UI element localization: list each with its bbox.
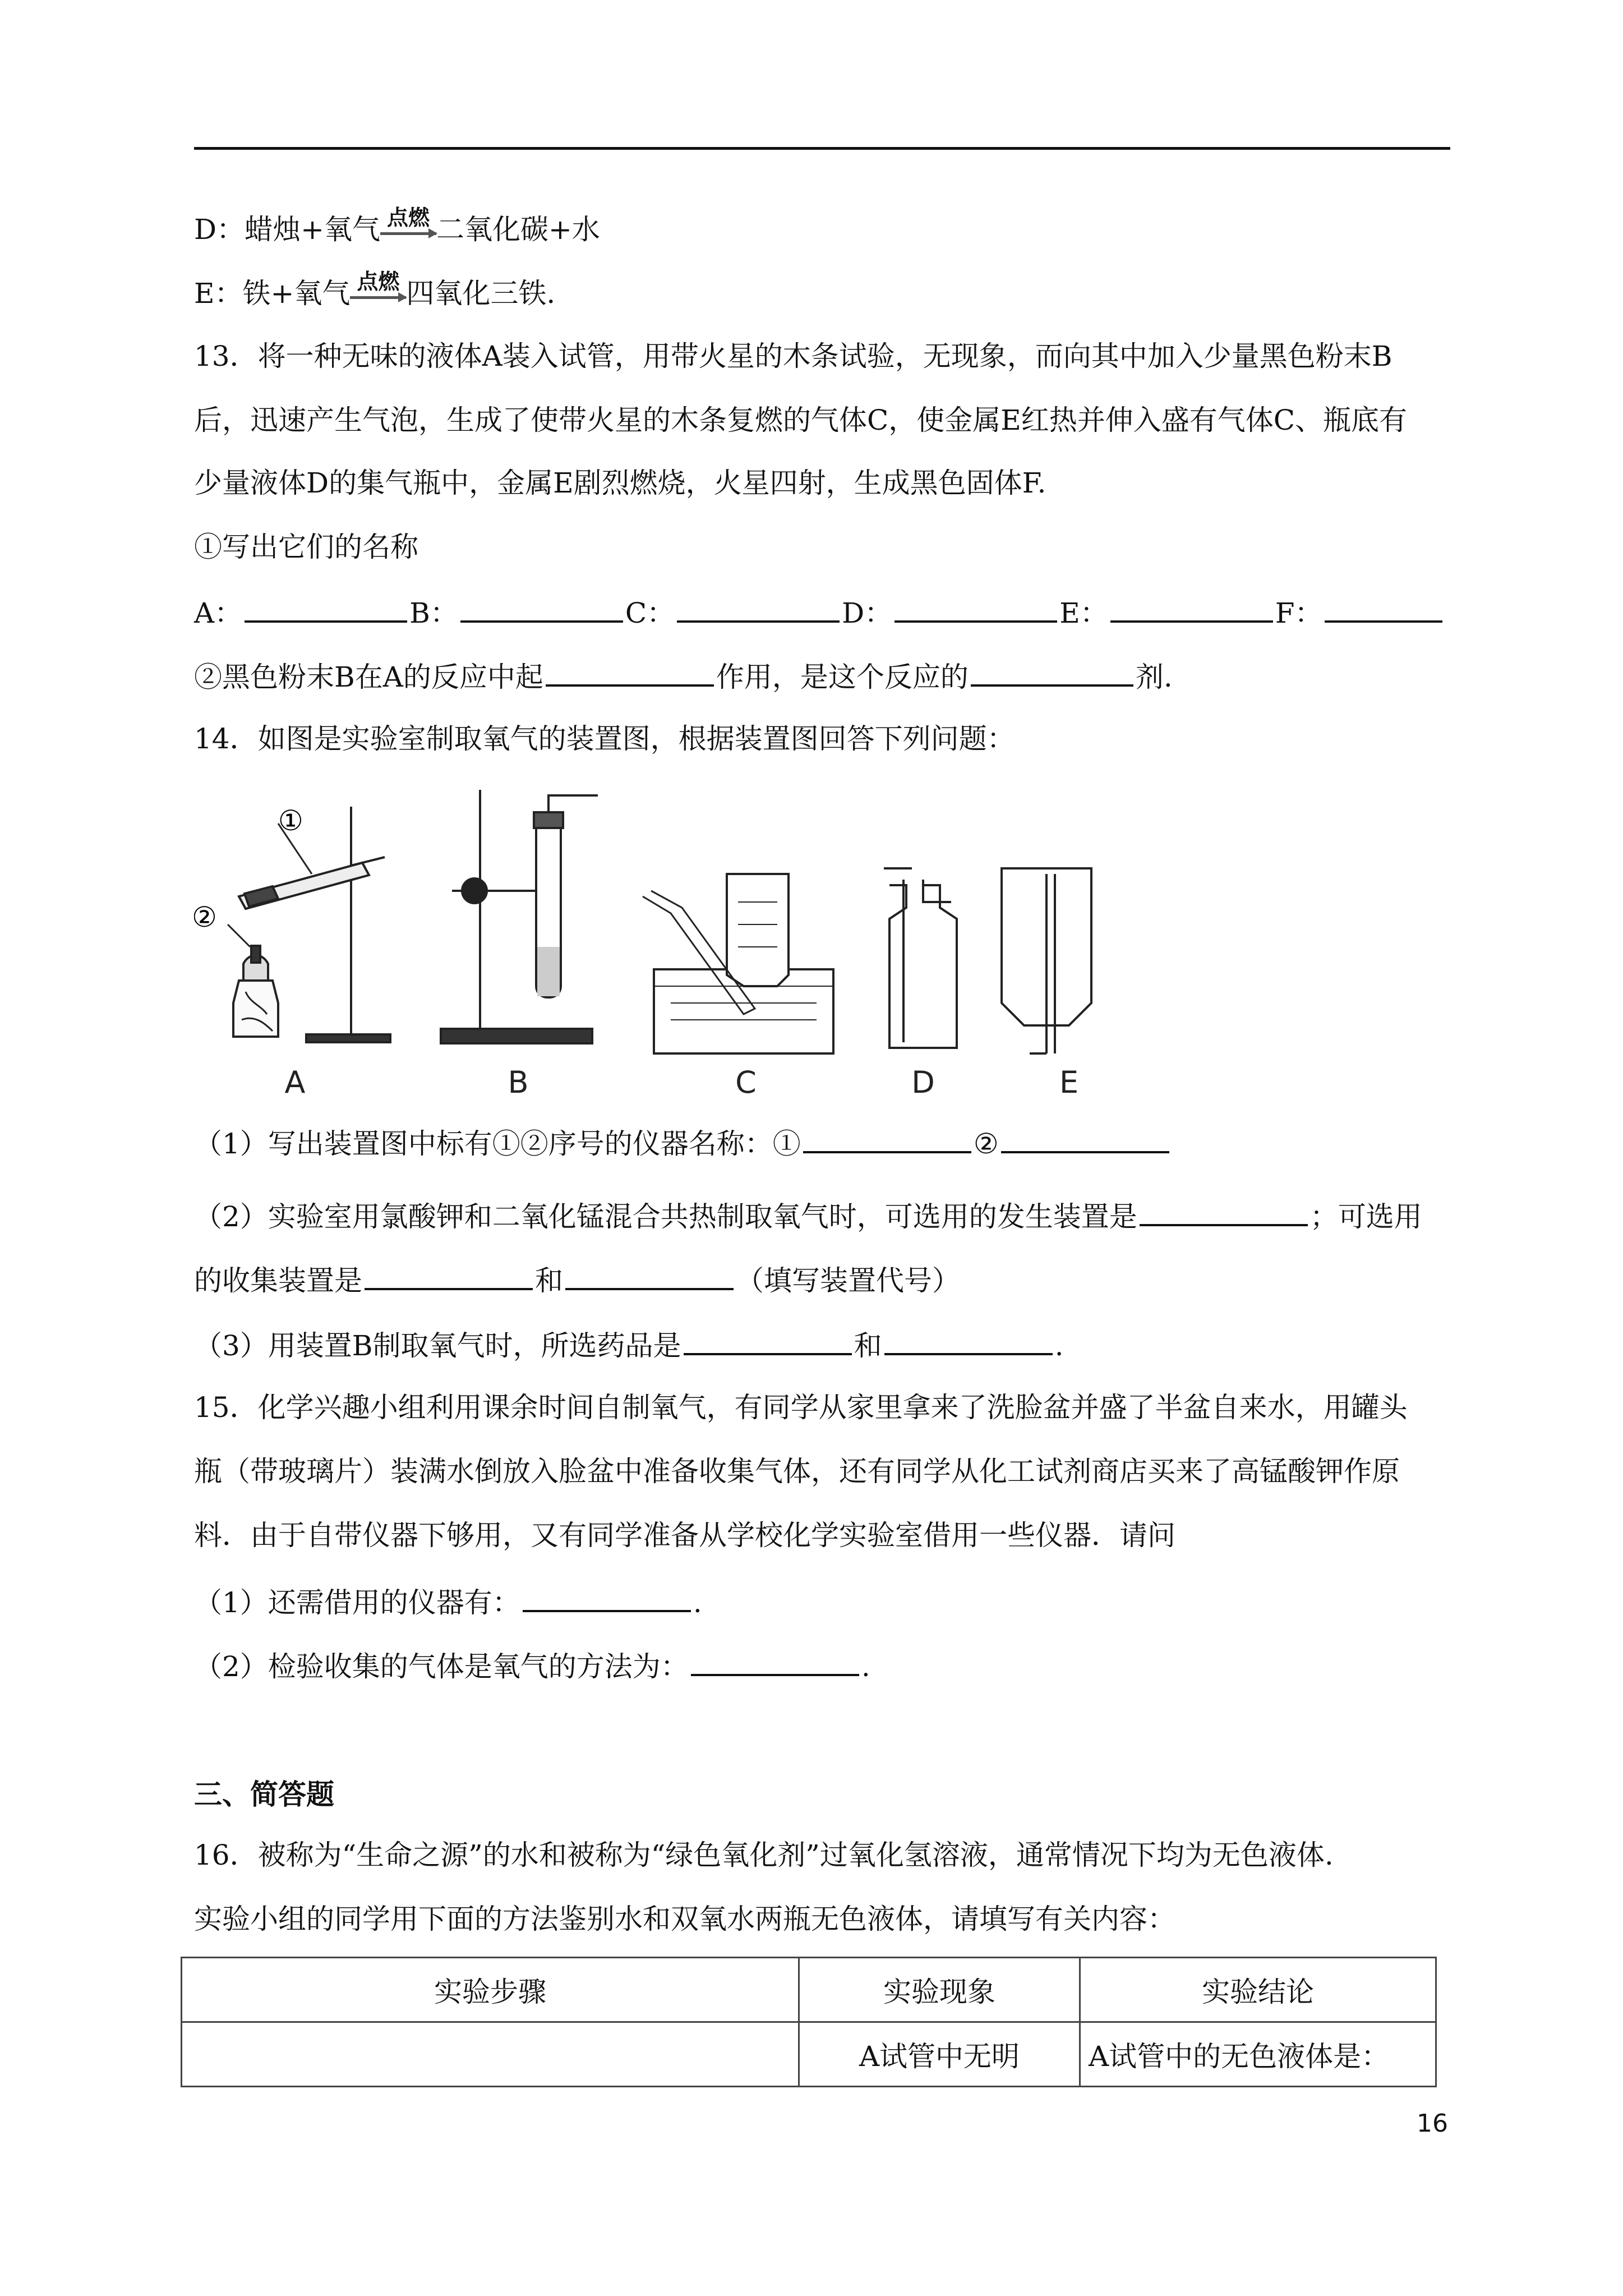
answer-blank[interactable] (684, 1324, 852, 1355)
answer-blank[interactable] (884, 1324, 1053, 1355)
table-cell: A试管中的无色液体是： (1080, 2022, 1436, 2087)
answer-blank[interactable] (1140, 1195, 1308, 1226)
q13-line-1: 13．将一种无味的液体A装入试管，用带火星的木条试验，无现象，而向其中加入少量黑色粉末B (194, 340, 1393, 372)
answer-blank[interactable] (245, 591, 407, 623)
answer-blank[interactable] (971, 655, 1133, 687)
fig-label-a: A (284, 1065, 306, 1100)
fig-label-b: B (508, 1065, 529, 1100)
marker-1: ① (278, 804, 303, 837)
apparatus-e (1002, 868, 1091, 1053)
section-heading: 三、简答题 (194, 1778, 334, 1811)
fig-label-e: E (1059, 1065, 1079, 1100)
apparatus-d (884, 868, 957, 1048)
answer-blank[interactable] (1325, 591, 1442, 623)
q13-sub1: ①写出它们的名称 (194, 531, 418, 563)
table-cell: A试管中无明 (799, 2022, 1080, 2087)
q14-part2-cont: 的收集装置是 和 （填写装置代号） (194, 1259, 960, 1300)
answer-blank[interactable] (460, 591, 623, 623)
experiment-table (181, 1957, 1437, 2087)
table-header-row (182, 1958, 1436, 2022)
answer-blank[interactable] (565, 1259, 734, 1290)
q14-part3: （3）用装置B制取氧气时，所选药品是 和 . (194, 1324, 1063, 1365)
answer-blank[interactable] (803, 1122, 971, 1153)
reaction-arrow: 点燃 (350, 273, 406, 306)
marker-2: ② (194, 901, 217, 933)
table-header: 实验现象 (799, 1958, 1080, 2022)
answer-blank[interactable] (895, 591, 1057, 623)
answer-blank[interactable] (677, 591, 840, 623)
q15-part2: （2）检验收集的气体是氧气的方法为： . (194, 1645, 870, 1686)
q15-line-2: 瓶（带玻璃片）装满水倒放入脸盆中准备收集气体，还有同学从化工试剂商店买来了高锰酸钾作原 (194, 1455, 1400, 1488)
q15-part1: （1）还需借用的仪器有： . (194, 1581, 702, 1622)
apparatus-c (643, 874, 833, 1053)
reaction-arrow: 点燃 (380, 209, 436, 242)
q15-line-1: 15．化学兴趣小组利用课余时间自制氧气，有同学从家里拿来了洗脸盆并盛了半盆自来水，用罐头 (194, 1391, 1408, 1424)
q16-line-2: 实验小组的同学用下面的方法鉴别水和双氧水两瓶无色液体，请填写有关内容： (194, 1903, 1175, 1935)
table-row (182, 2022, 1436, 2087)
answer-blank[interactable] (365, 1259, 533, 1290)
table-header: 实验结论 (1080, 1958, 1436, 2022)
table-header: 实验步骤 (182, 1958, 799, 2022)
apparatus-b (441, 790, 598, 1043)
q14-part2: （2）实验室用氯酸钾和二氧化锰混合共热制取氧气时，可选用的发生装置是 ；可选用 (194, 1195, 1422, 1236)
q13-line-3: 少量液体D的集气瓶中，金属E剧烈燃烧，火星四射，生成黑色固体F. (194, 467, 1046, 499)
answer-blank[interactable] (691, 1645, 859, 1676)
q13-names-row: A： B： C： D： E： F： (194, 591, 1445, 633)
answer-blank[interactable] (1001, 1122, 1169, 1153)
q14-part1: （1）写出装置图中标有①②序号的仪器名称：① ② (194, 1122, 1172, 1163)
apparatus-diagram (194, 790, 1125, 1104)
reaction-e: E：铁+氧气 点燃 四氧化三铁. (194, 269, 556, 310)
reaction-d: D：蜡烛+氧气 点燃 二氧化碳+水 (194, 205, 600, 246)
answer-blank[interactable] (523, 1581, 691, 1612)
header-rule (194, 147, 1450, 150)
q13-line-2: 后，迅速产生气泡，生成了使带火星的木条复燃的气体C，使金属E红热并伸入盛有气体C、瓶底有 (194, 404, 1408, 436)
table-cell[interactable] (182, 2022, 799, 2087)
answer-blank[interactable] (546, 655, 714, 687)
apparatus-figure (194, 790, 1125, 1104)
fig-label-d: D (911, 1065, 935, 1100)
q13-sub2: ②黑色粉末B在A的反应中起 作用，是这个反应的 剂. (194, 655, 1173, 697)
fig-label-c: C (735, 1065, 757, 1100)
page-number: 16 (1417, 2109, 1448, 2138)
q15-line-3: 料．由于自带仪器下够用，又有同学准备从学校化学实验室借用一些仪器．请问 (194, 1519, 1175, 1552)
q14-stem: 14．如图是实验室制取氧气的装置图，根据装置图回答下列问题： (194, 723, 1015, 755)
answer-blank[interactable] (1110, 591, 1273, 623)
apparatus-a (228, 807, 390, 1042)
q16-line-1: 16．被称为“生命之源”的水和被称为“绿色氧化剂”过氧化氢溶液，通常情况下均为无色液体. (194, 1839, 1334, 1871)
